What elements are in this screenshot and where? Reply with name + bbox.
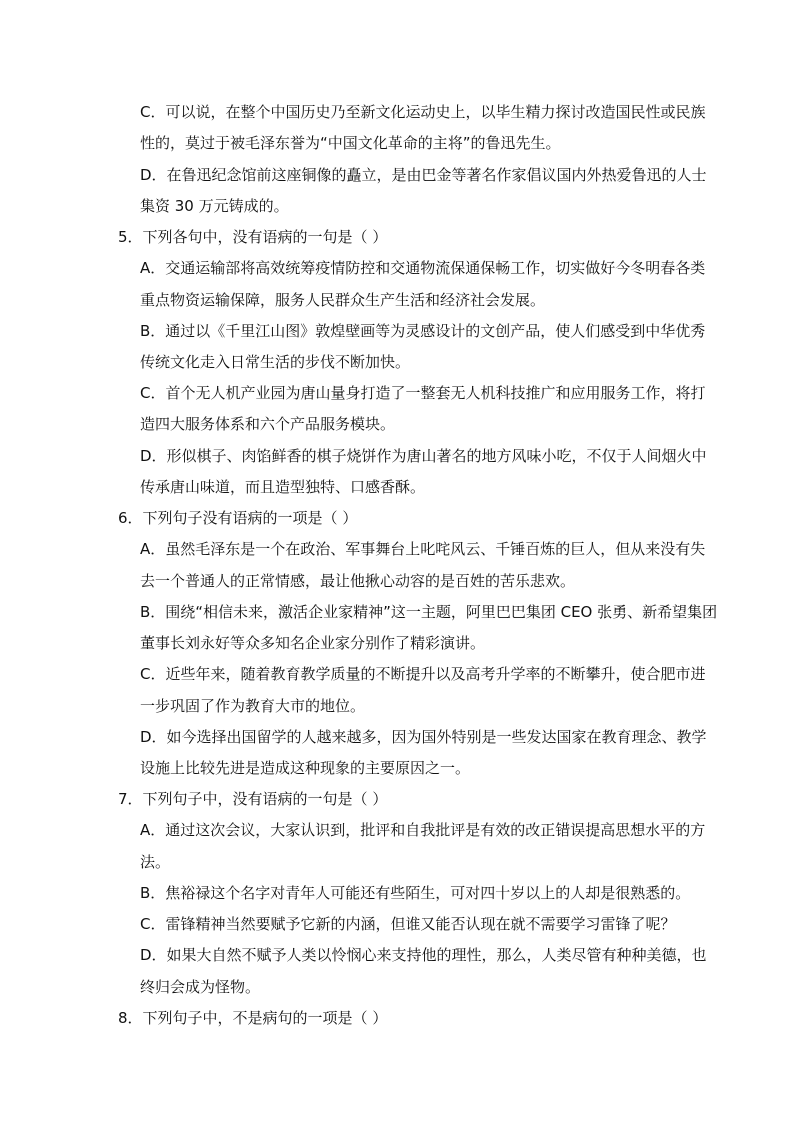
option-line: A．通过这次会议，大家认识到，批评和自我批评是有效的改正错误提高思想水平的方 [140,821,706,839]
option-line: B．焦裕禄这个名字对青年人可能还有些陌生，可对四十岁以上的人却是很熟悉的。 [140,884,691,902]
option-line: D．在鲁迅纪念馆前这座铜像的矗立，是由巴金等著名作家倡议国内外热爱鲁迅的人士 [140,166,707,184]
option-line: 重点物资运输保障，服务人民群众生产生活和经济社会发展。 [140,291,546,309]
option-line: 去一个普通人的正常情感，最让他揪心动容的是百姓的苦乐悲欢。 [140,572,576,590]
option-line: C．雷锋精神当然要赋予它新的内涵，但谁又能否认现在就不需要学习雷锋了呢？ [140,915,676,933]
option-line: D．如今选择出国留学的人越来越多，因为国外特别是一些发达国家在教育理念、教学 [140,728,707,746]
option-line: C．首个无人机产业园为唐山量身打造了一整套无人机科技推广和应用服务工作，将打 [140,384,706,402]
option-line: A．虽然毛泽东是一个在政治、军事舞台上叱咤风云、千锤百炼的巨人，但从来没有失 [140,540,706,558]
option-line: 传承唐山味道，而且造型独特、口感香酥。 [140,478,426,496]
option-line: B．通过以《千里江山图》敦煌壁画等为灵感设计的文创产品，使人们感受到中华优秀 [140,322,706,340]
question-stem: 7．下列句子中，没有语病的一句是（ ） [118,790,388,808]
option-line: C．近些年来，随着教育教学质量的不断提升以及高考升学率的不断攀升，使合肥市进 [140,665,706,683]
question-stem: 8．下列句子中，不是病句的一项是（ ） [118,1009,388,1027]
option-line: 集资 30 万元铸成的。 [140,197,289,215]
option-line: 法。 [140,853,171,871]
option-line: 董事长刘永好等众多知名企业家分别作了精彩演讲。 [140,634,486,652]
option-line: 传统文化走入日常生活的步伐不断加快。 [140,353,411,371]
option-line: A．交通运输部将高效统筹疫情防控和交通物流保通保畅工作，切实做好今冬明春各类 [140,259,706,277]
question-stem: 5．下列各句中，没有语病的一句是（ ） [118,228,388,246]
option-line: 造四大服务体系和六个产品服务模块。 [140,415,396,433]
option-line: D．形似棋子、肉馅鲜香的棋子烧饼作为唐山著名的地方风味小吃，不仅于人间烟火中 [140,447,707,465]
question-stem: 6．下列句子没有语病的一项是（ ） [118,509,358,527]
option-line: D．如果大自然不赋予人类以怜悯心来支持他的理性，那么，人类尽管有种种美德，也 [140,946,707,964]
option-line: 终归会成为怪物。 [140,978,261,996]
option-line: C．可以说，在整个中国历史乃至新文化运动史上，以毕生精力探讨改造国民性或民族 [140,103,706,121]
option-line: B．围绕“相信未来，激活企业家精神”这一主题，阿里巴巴集团 CEO 张勇、新希望集团 [140,603,718,621]
option-line: 设施上比较先进是造成这种现象的主要原因之一。 [140,759,471,777]
option-line: 性的，莫过于被毛泽东誉为“中国文化革命的主将”的鲁迅先生。 [140,134,561,152]
option-line: 一步巩固了作为教育大市的地位。 [140,697,366,715]
